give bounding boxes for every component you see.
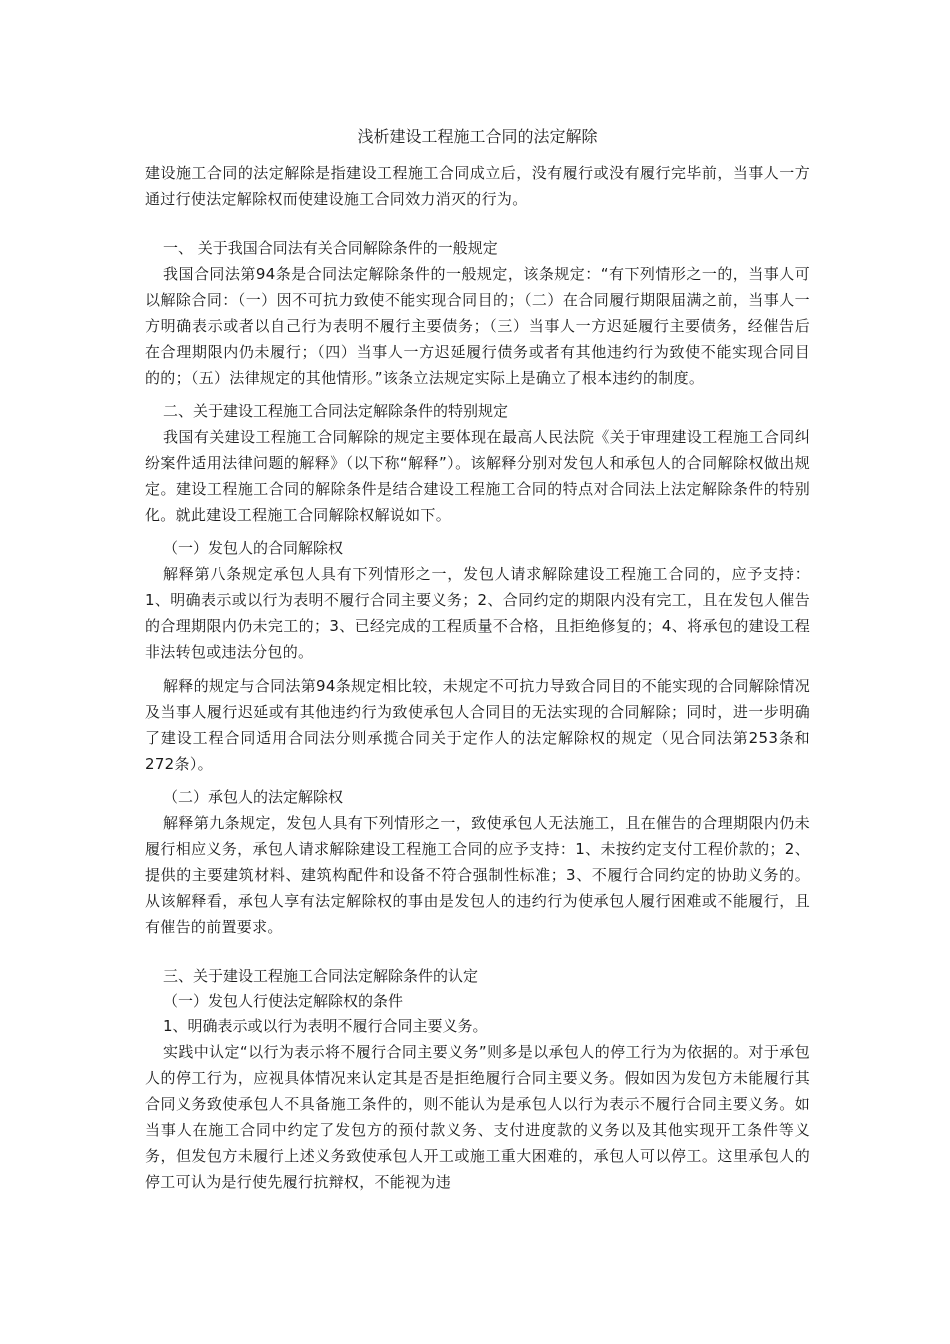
section1-heading: 一、 关于我国合同法有关合同解除条件的一般规定 [163, 239, 498, 257]
section2-paragraph: 我国有关建设工程施工合同解除的规定主要体现在最高人民法院《关于审理建设工程施工合同纠纷案件适用法律问题的解释》（以下称“解释”）。该解释分别对发包人和承包人的合同解除权做出规定。建设工程施工合同的解除条件是结合建设工程施工合同的特点对合同法上法定解除条件的特别化。就此建设工程施工合同解除权解说如下。 [145, 428, 810, 524]
section2-sub2-heading: （二）承包人的法定解除权 [163, 788, 344, 806]
section1-paragraph: 我国合同法第94条是合同法定解除条件的一般规定，该条规定：“有下列情形之一的，当事人可以解除合同：（一）因不可抗力致使不能实现合同目的；（二）在合同履行期限届满之前，当事人一方明确表示或者以自己行为表明不履行主要债务；（三）当事人一方迟延履行主要债务，经催告后在合理期限内仍未履行；（四）当事人一方迟延履行债务或者有其他违约行为致使不能实现合同目的的；（五）法律规定的其他情形。”该条立法规定实际上是确立了根本违约的制度。 [145, 265, 810, 387]
section2-sub2-paragraph: 解释第九条规定，发包人具有下列情形之一，致使承包人无法施工，且在催告的合理期限内仍未履行相应义务，承包人请求解除建设工程施工合同的应予支持：1、未按约定支付工程价款的；2、提供的主要建筑材料、建筑构配件和设备不符合强制性标准；3、不履行合同约定的协助义务的。从该解释看，承包人享有法定解除权的事由是发包人的违约行为使承包人履行困难或不能履行，且有催告的前置要求。 [145, 814, 810, 936]
section2-sub1-paragraph: 解释第八条规定承包人具有下列情形之一，发包人请求解除建设工程施工合同的，应予支持：1、明确表示或以行为表明不履行合同主要义务；2、合同约定的期限内没有完工，且在发包人催告的合理期限内仍未完工的；3、已经完成的工程质量不合格，且拒绝修复的；4、将承包的建设工程非法转包或违法分包的。 [145, 565, 810, 661]
section2-sub1-paragraph-2: 解释的规定与合同法第94条规定相比较，未规定不可抗力导致合同目的不能实现的合同解除情况及当事人履行迟延或有其他违约行为致使承包人合同目的无法实现的合同解除；同时，进一步明确了建设工程合同适用合同法分则承揽合同关于定作人的法定解除权的规定（见合同法第253条和272条）。 [145, 677, 810, 773]
section3-item1: 1、明确表示或以行为表明不履行合同主要义务。 [163, 1017, 488, 1035]
section3-heading: 三、关于建设工程施工合同法定解除条件的认定 [163, 967, 479, 985]
document-title: 浅析建设工程施工合同的法定解除 [357, 127, 598, 146]
section3-paragraph: 实践中认定“以行为表示将不履行合同主要义务”则多是以承包人的停工行为为依据的。对于承包人的停工行为，应视具体情况来认定其是否是拒绝履行合同主要义务。假如因为发包方未能履行其合同义务致使承包人不具备施工条件的，则不能认为是承包人以行为表示不履行合同主要义务。如当事人在施工合同中约定了发包方的预付款义务、支付进度款的义务以及其他实现开工条件等义务，但发包方未履行上述义务致使承包人开工或施工重大困难的，承包人可以停工。这里承包人的停工可认为是行使先履行抗辩权，不能视为违 [145, 1043, 810, 1191]
intro-paragraph: 建设施工合同的法定解除是指建设工程施工合同成立后，没有履行或没有履行完毕前，当事人一方通过行使法定解除权而使建设施工合同效力消灭的行为。 [145, 164, 810, 208]
section2-sub1-heading: （一）发包人的合同解除权 [163, 539, 344, 557]
section2-heading: 二、关于建设工程施工合同法定解除条件的特别规定 [163, 402, 509, 420]
document-page [145, 120, 810, 1195]
section3-sub1-heading: （一）发包人行使法定解除权的条件 [163, 992, 404, 1010]
